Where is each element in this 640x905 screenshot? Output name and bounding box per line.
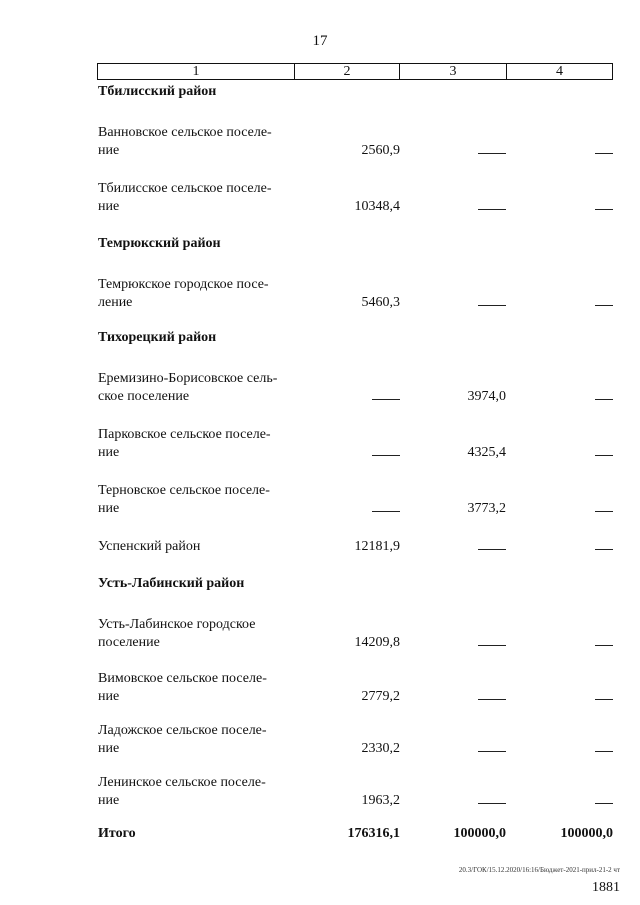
- value-cell: 3773,2: [467, 501, 506, 516]
- section-title: Темрюкский район: [98, 236, 221, 251]
- dash-cell: [595, 153, 613, 154]
- value-cell: 2330,2: [361, 741, 400, 756]
- dash-cell: [478, 153, 506, 154]
- dash-cell: [478, 699, 506, 700]
- value-cell: 3974,0: [467, 389, 506, 404]
- dash-cell: [595, 645, 613, 646]
- row-label: Вимовское сельское поселе- ние: [98, 671, 267, 704]
- dash-cell: [595, 699, 613, 700]
- value-cell: 14209,8: [354, 635, 400, 650]
- dash-cell: [478, 305, 506, 306]
- value-cell: 1963,2: [361, 793, 400, 808]
- page-number: 17: [312, 33, 328, 49]
- header-col-2: 2: [295, 64, 400, 79]
- value-cell: 2779,2: [361, 689, 400, 704]
- dash-cell: [478, 751, 506, 752]
- value-cell: 4325,4: [467, 445, 506, 460]
- dash-cell: [595, 549, 613, 550]
- dash-cell: [478, 803, 506, 804]
- header-col-1: 1: [98, 64, 295, 79]
- footer-code: 20.3/ГОК/15.12.2020/16:16/Бюджет-2021-прил-21-2 чт: [458, 866, 620, 874]
- total-label: Итого: [98, 826, 136, 841]
- row-label: Ладожское сельское поселе- ние: [98, 723, 267, 756]
- dash-cell: [478, 549, 506, 550]
- row-label: Усть-Лабинское городское поселение: [98, 617, 256, 650]
- dash-cell: [595, 511, 613, 512]
- dash-cell: [595, 751, 613, 752]
- row-label: Темрюкское городское посе- ление: [98, 277, 269, 310]
- dash-cell: [372, 399, 400, 400]
- section-title: Тбилисский район: [98, 84, 217, 99]
- row-label: Терновское сельское поселе- ние: [98, 483, 270, 516]
- dash-cell: [595, 455, 613, 456]
- section-title: Усть-Лабинский район: [98, 576, 245, 591]
- header-col-3: 3: [400, 64, 507, 79]
- value-cell: 12181,9: [354, 539, 400, 554]
- sheet-number: 1881: [592, 880, 620, 895]
- value-cell: 10348,4: [354, 199, 400, 214]
- dash-cell: [478, 645, 506, 646]
- row-label: Ванновское сельское поселе- ние: [98, 125, 272, 158]
- total-col-4: 100000,0: [560, 826, 613, 841]
- row-label: Парковское сельское поселе- ние: [98, 427, 271, 460]
- total-col-3: 100000,0: [453, 826, 506, 841]
- row-label: Ленинское сельское поселе- ние: [98, 775, 266, 808]
- dash-cell: [478, 209, 506, 210]
- row-label: Успенский район: [98, 539, 201, 554]
- section-title: Тихорецкий район: [98, 330, 217, 345]
- header-col-4: 4: [556, 64, 563, 79]
- dash-cell: [595, 399, 613, 400]
- dash-cell: [595, 305, 613, 306]
- dash-cell: [372, 511, 400, 512]
- value-cell: 5460,3: [361, 295, 400, 310]
- dash-cell: [595, 209, 613, 210]
- total-col-2: 176316,1: [347, 826, 400, 841]
- dash-cell: [595, 803, 613, 804]
- row-label: Тбилисское сельское поселе- ние: [98, 181, 272, 214]
- row-label: Еремизино-Борисовское сель- ское поселение: [98, 371, 278, 404]
- value-cell: 2560,9: [361, 143, 400, 158]
- table-header: [97, 63, 613, 80]
- dash-cell: [372, 455, 400, 456]
